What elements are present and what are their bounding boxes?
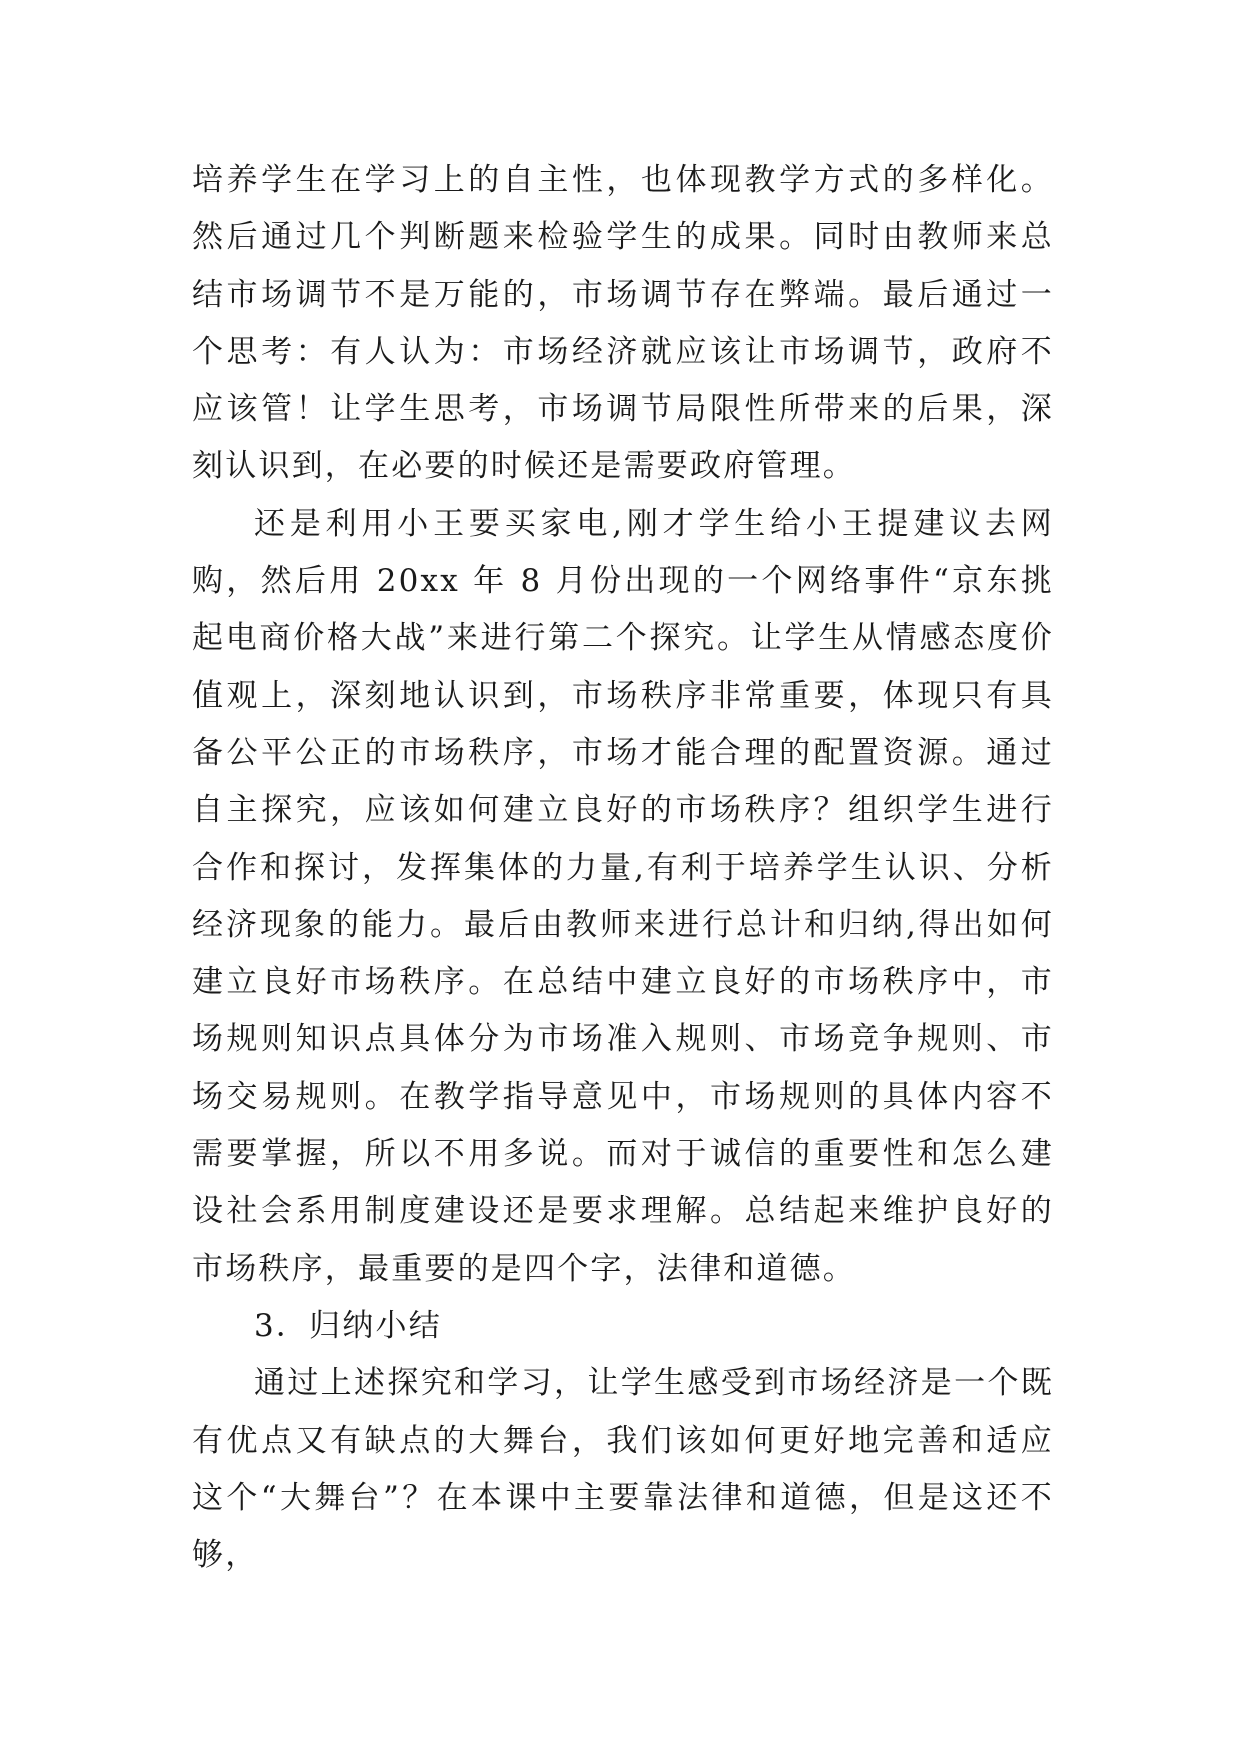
document-page (192, 152, 1054, 1584)
section-heading: 3．归纳小结 (254, 1307, 442, 1344)
body-paragraph-3: 通过上述探究和学习，让学生感受到市场经济是一个既有优点又有缺点的大舞台，我们该如何更好地完善和适应这个“大舞台”？在本课中主要靠法律和道德，但是这还不够， (192, 1365, 1054, 1574)
body-paragraph-2: 还是利用小王要买家电,刚才学生给小王提建议去网购，然后用 20xx 年 8 月份出现的一个网络事件“京东挑起电商价格大战”来进行第二个探究。让学生从情感态度价值观上，深刻地认识到，市场秩序非常重要，体现只有具备公平公正的市场秩序，市场才能合理的配置资源。通过自主探究，应该如何建立良好的市场秩序？组织学生进行合作和探讨，发挥集体的力量,有利于培养学生认识、分析经济现象的能力。最后由教师来进行总计和归纳,得出如何建立良好市场秩序。在总结中建立良好的市场秩序中，市场规则知识点具体分为市场准入规则、市场竞争规则、市场交易规则。在教学指导意见中，市场规则的具体内容不需要掌握，所以不用多说。而对于诚信的重要性和怎么建设社会系用制度建设还是要求理解。总结起来维护良好的市场秩序，最重要的是四个字，法律和道德。 (192, 505, 1054, 1287)
body-paragraph-1: 培养学生在学习上的自主性，也体现教学方式的多样化。然后通过几个判断题来检验学生的成果。同时由教师来总结市场调节不是万能的，市场调节存在弊端。最后通过一个思考：有人认为：市场经济就应该让市场调节，政府不应该管！让学生思考，市场调节局限性所带来的后果，深刻认识到，在必要的时候还是需要政府管理。 (192, 162, 1054, 485)
